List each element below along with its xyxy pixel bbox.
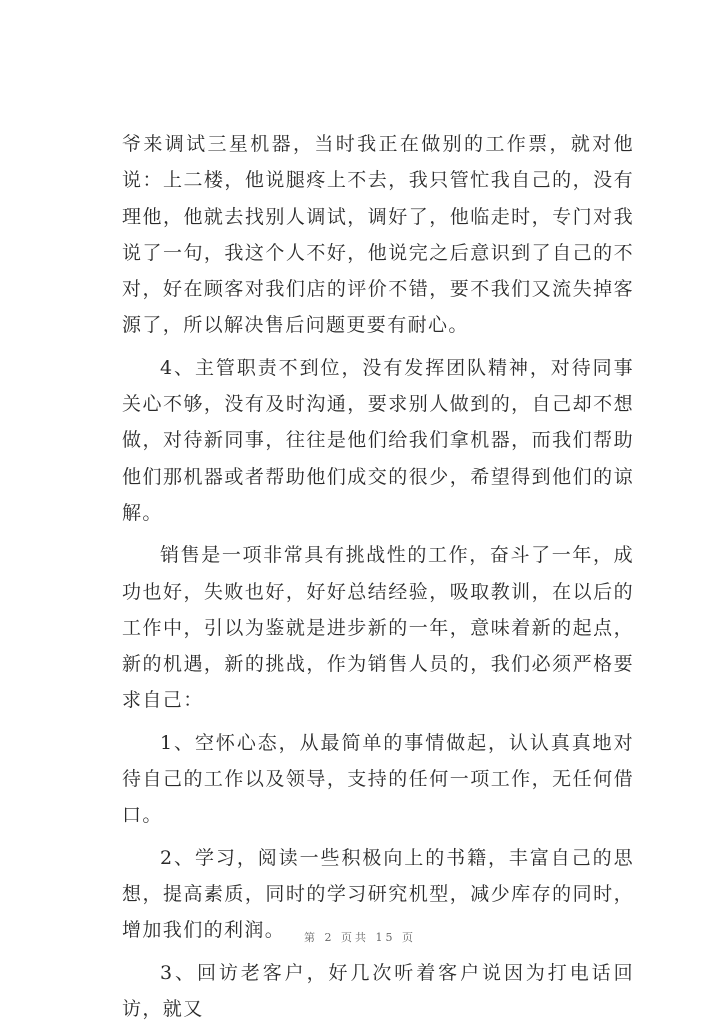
page-number-footer: 第 2 页共 15 页 — [304, 931, 416, 944]
paragraph-1: 爷来调试三星机器，当时我正在做别的工作票，就对他说：上二楼，他说腿疼上不去，我只管忙我自己的，没有理他，他就去找别人调试，调好了，他临走时，专门对我说了一句，我这个人不好，他说完之后意识到了自己的不对，好在顾客对我们店的评价不错，要不我们又流失掉客源了，所以解决售后问题更要有耐心。 — [122, 133, 634, 337]
paragraph-2: 4、主管职责不到位，没有发挥团队精神，对待同事关心不够，没有及时沟通，要求别人做到的，自己却不想做，对待新同事，往往是他们给我们拿机器，而我们帮助他们那机器或者帮助他们成交的很少，希望得到他们的谅解。 — [122, 356, 634, 524]
paragraph-4: 1、空怀心态，从最简单的事情做起，认认真真地对待自己的工作以及领导，支持的任何一项工作，无任何借口。 — [122, 731, 634, 827]
paragraph-5: 2、学习，阅读一些积极向上的书籍，丰富自己的思想，提高素质，同时的学习研究机型，减少库存的同时，增加我们的利润。 — [122, 846, 634, 942]
document-body — [122, 126, 634, 1033]
paragraph-6: 3、回访老客户，好几次听着客户说因为打电话回访，就又 — [122, 961, 634, 1020]
paragraph-3: 销售是一项非常具有挑战性的工作，奋斗了一年，成功也好，失败也好，好好总结经验，吸取教训，在以后的工作中，引以为鉴就是进步新的一年，意味着新的起点，新的机遇，新的挑战，作为销售人员的，我们必须严格要求自己： — [122, 544, 634, 712]
